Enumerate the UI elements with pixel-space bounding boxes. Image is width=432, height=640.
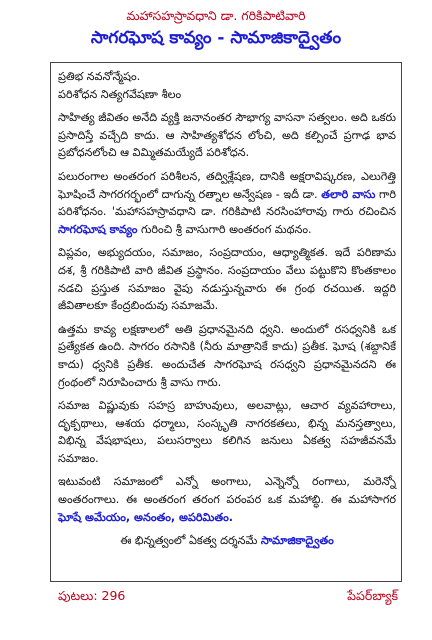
paragraph-2-text-a: పలురంగాల అంతరంగ పరిశీలన, తద్విశ్లేషణ, దానికి అక్షరావిష్కరణ, ఎలుగెత్తి ఘోషించే సాగరగర్భంలో దాగున్న రత్నాల అన్వేషణ - ఇదీ డా. [58, 169, 396, 201]
page-count: పుటలు: 296 [58, 588, 126, 603]
paragraph-6-text-a: ఇటువంటి సమాజంలో ఎన్నో అంగాలు, ఎన్నెన్నో రంగాలు, మరెన్నో అంతరంగాలు. ఈ అంతరంగ తరంగ పరంపర ఒక మహాబ్ధి. ఈ మహాసాగర [58, 475, 396, 507]
researcher-name: తలారి వాసు [321, 187, 376, 201]
footer [58, 588, 398, 610]
paragraph-2-text-d: గురించి శ్రీ వాసుగారి అంతరంగ మథనం. [140, 222, 312, 236]
paragraph-3: విప్లవం, అభ్యుదయం, సమాజం, సంప్రదాయం, ఆధ్యాత్మికత. ఇదే పరిణామ దశ, శ్రీ గరికిపాటి వారి జీవిత ప్రస్థానం. సంప్రదాయం వేలు పట్టుకొని కొంతకాలం నడచి ప్రస్తుత సమాజం వైపు నడుస్తున్నవారు ఈ గ్రంథ రచయిత. ఇద్దరి జీవితాలకూ కేంద్రబిందువు సమాజమే. [58, 246, 396, 313]
paragraph-1: సాహిత్య జీవితం అనేది వ్యక్తి జనానంతర సౌభాగ్య వాసనా సత్వలం. అది ఒకరు ప్రసాదిస్తే వచ్చేది కాదు. ఆ సాహిత్యశోధన లోంచి, అది కల్పించే ప్రగాఢ భావ ప్రబోధనలోంచి ఆ విమ్మితమయ్యేదే పరిశోధన. [58, 111, 396, 160]
author-heading: మహాసహస్రావధాని డా. గరికిపాటివారి [126, 8, 306, 23]
intro-line-1: ప్రతిభ నవనోన్మేషం. [58, 70, 141, 83]
paragraph-4: ఉత్తమ కావ్య లక్షణాలలో అతి ప్రధానమైనది ధ్వని. అందులో రసధ్వనికి ఒక ప్రత్యేకత ఉంది. సాగరం రసానికి (నీరు మాత్రానికే కాదు) ప్రతీక. ఘోష (శబ్దానికే కాదు) ధ్వనికి ప్రతీక. అందుచేత సాగరఘోష రసధ్వని ప్రధానమైనదని ఈ గ్రంథంలో నిరూపించారు శ్రీ వాసు గారు. [58, 322, 396, 389]
paragraph-6 [58, 473, 396, 526]
book-title: సాగరఘోష కావ్యం - సామాజికాద్వైతం [90, 28, 342, 48]
intro-line-2: పరిశోధన నిత్యగవేషణా శీలం [58, 87, 182, 101]
paragraph-2-text-c: గారు రచించిన [332, 205, 396, 219]
binding-type: పేపర్‌బ్యాక్ [347, 588, 398, 603]
paragraph-5: సమాజ విష్ణువుకు సహస్ర బాహువులు, అలవాట్లు, ఆచార వ్యవహారాలు, దృక్పథాలు, ఆశయ ధర్మాలు, సంస్కృతి నాగరకతలు, భిన్న మనస్తత్వాలు, విభిన్న వేషభాషలు, పలుసర్వాలు కలిగిన జనులు ఏకత్వ సహజీవనమే సమాజం. [58, 399, 396, 465]
kavyam-name: సాగరఘోష కావ్యం [58, 222, 138, 236]
paragraph-2 [58, 168, 396, 238]
paragraph-6-text-b: ఘోషే అమేయం, అనంతం, అపరిమితం. [58, 510, 234, 524]
closing-text: ఈ భిన్నత్వంలో ఏకత్వ దర్శనమే [120, 534, 258, 548]
closing-highlight: సామాజికాద్వైతం [260, 534, 334, 548]
closing-line [58, 532, 396, 550]
body-text [58, 68, 396, 556]
paragraph-2-text-b: గారి పరిశోధనం. 'మహాసహస్రావధాని డా. గరికిపాటి నరసింహారావు [58, 187, 396, 219]
